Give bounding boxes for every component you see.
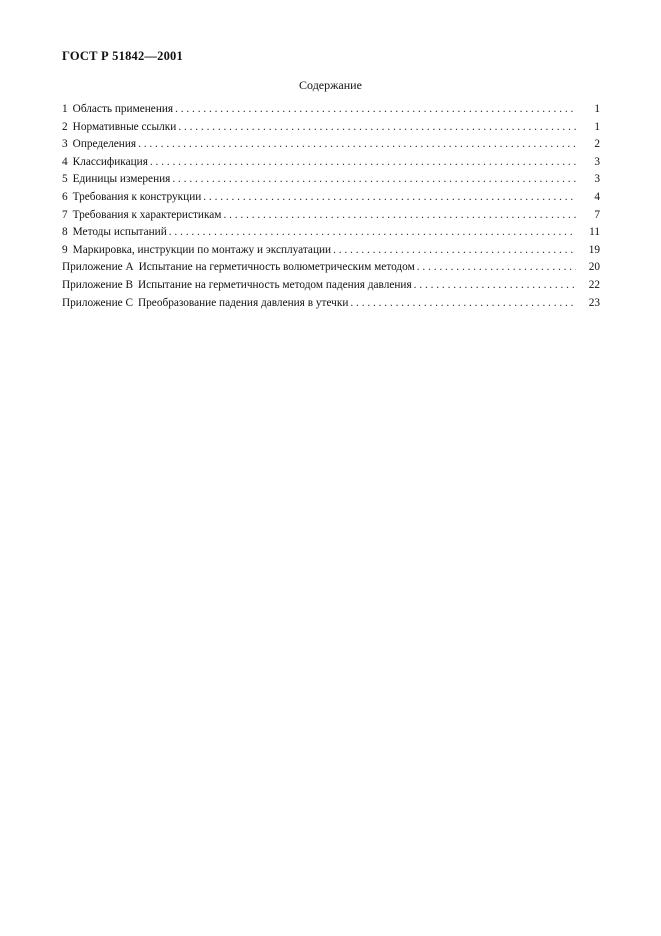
toc-entry-label: Требования к характеристикам xyxy=(72,208,222,221)
toc-entry-label: Испытание на герметичность волюметрическим методом xyxy=(138,261,415,274)
toc-entry-number: Приложение А xyxy=(62,261,134,274)
toc-entry-label: Единицы измерения xyxy=(72,173,171,186)
toc-leader-dots xyxy=(150,154,576,172)
toc-leader-dots xyxy=(175,101,576,119)
toc-entry xyxy=(62,277,600,295)
toc-entry-label: Маркировка, инструкции по монтажу и эксплуатации xyxy=(72,243,332,256)
toc-entry xyxy=(62,224,600,242)
toc-entry-page: 20 xyxy=(588,261,600,274)
toc-entry-label: Классификация xyxy=(72,155,148,168)
toc-entry-page: 19 xyxy=(588,243,600,256)
toc-entry-number: 7 xyxy=(62,208,68,221)
toc-leader-dots xyxy=(417,259,576,277)
document-header: ГОСТ Р 51842—2001 xyxy=(62,49,183,63)
toc-entry xyxy=(62,242,600,260)
toc-leader-dots xyxy=(223,207,576,225)
toc-entry-number: 8 xyxy=(62,226,68,239)
toc-entry-page: 22 xyxy=(588,278,600,291)
toc-entry xyxy=(62,154,600,172)
toc-entry-label: Область применения xyxy=(72,103,174,115)
toc-leader-dots xyxy=(333,242,576,260)
toc-entry-number: Приложение С xyxy=(62,296,133,309)
toc-entry-label: Испытание на герметичность методом падения давления xyxy=(138,278,412,291)
toc-entry-number: 9 xyxy=(62,243,68,256)
toc-leader-dots xyxy=(350,295,576,313)
toc-entry-number: 1 xyxy=(62,103,68,115)
toc-entry-label: Требования к конструкции xyxy=(72,190,202,203)
toc-entry-number: 3 xyxy=(62,138,68,151)
toc-entry xyxy=(62,101,600,119)
toc-leader-dots xyxy=(203,189,576,207)
toc-leader-dots xyxy=(169,224,576,242)
toc-entry-page: 7 xyxy=(594,208,600,221)
toc-entry-label: Методы испытаний xyxy=(72,226,167,239)
toc-entry xyxy=(62,119,600,137)
toc-entry-number: Приложение В xyxy=(62,278,133,291)
toc-entry-page: 1 xyxy=(594,120,600,133)
toc-leader-dots xyxy=(172,171,576,189)
toc-entry-label: Нормативные ссылки xyxy=(72,120,177,133)
toc-entry xyxy=(62,136,600,154)
toc-entry-page: 3 xyxy=(594,155,600,168)
toc-entry-label: Определения xyxy=(72,138,137,151)
toc-entry xyxy=(62,295,600,313)
toc-entry-page: 11 xyxy=(589,226,600,239)
toc-entry-number: 5 xyxy=(62,173,68,186)
toc-entry xyxy=(62,189,600,207)
toc-entry-page: 3 xyxy=(594,173,600,186)
toc-entry-page: 1 xyxy=(594,103,600,115)
toc-leader-dots xyxy=(178,119,576,137)
toc-entry-label: Преобразование падения давления в утечки xyxy=(138,296,349,309)
toc-entry xyxy=(62,171,600,189)
toc-entry xyxy=(62,207,600,225)
toc-entry-page: 23 xyxy=(588,296,600,309)
toc-title: Содержание xyxy=(299,78,362,92)
toc-entry-page: 4 xyxy=(594,190,600,203)
toc-entry xyxy=(62,259,600,277)
table-of-contents xyxy=(62,101,600,312)
toc-entry-number: 6 xyxy=(62,190,68,203)
toc-leader-dots xyxy=(138,136,576,154)
toc-entry-page: 2 xyxy=(594,138,600,151)
toc-entry-number: 2 xyxy=(62,120,68,133)
toc-leader-dots xyxy=(414,277,576,295)
toc-entry-number: 4 xyxy=(62,155,68,168)
